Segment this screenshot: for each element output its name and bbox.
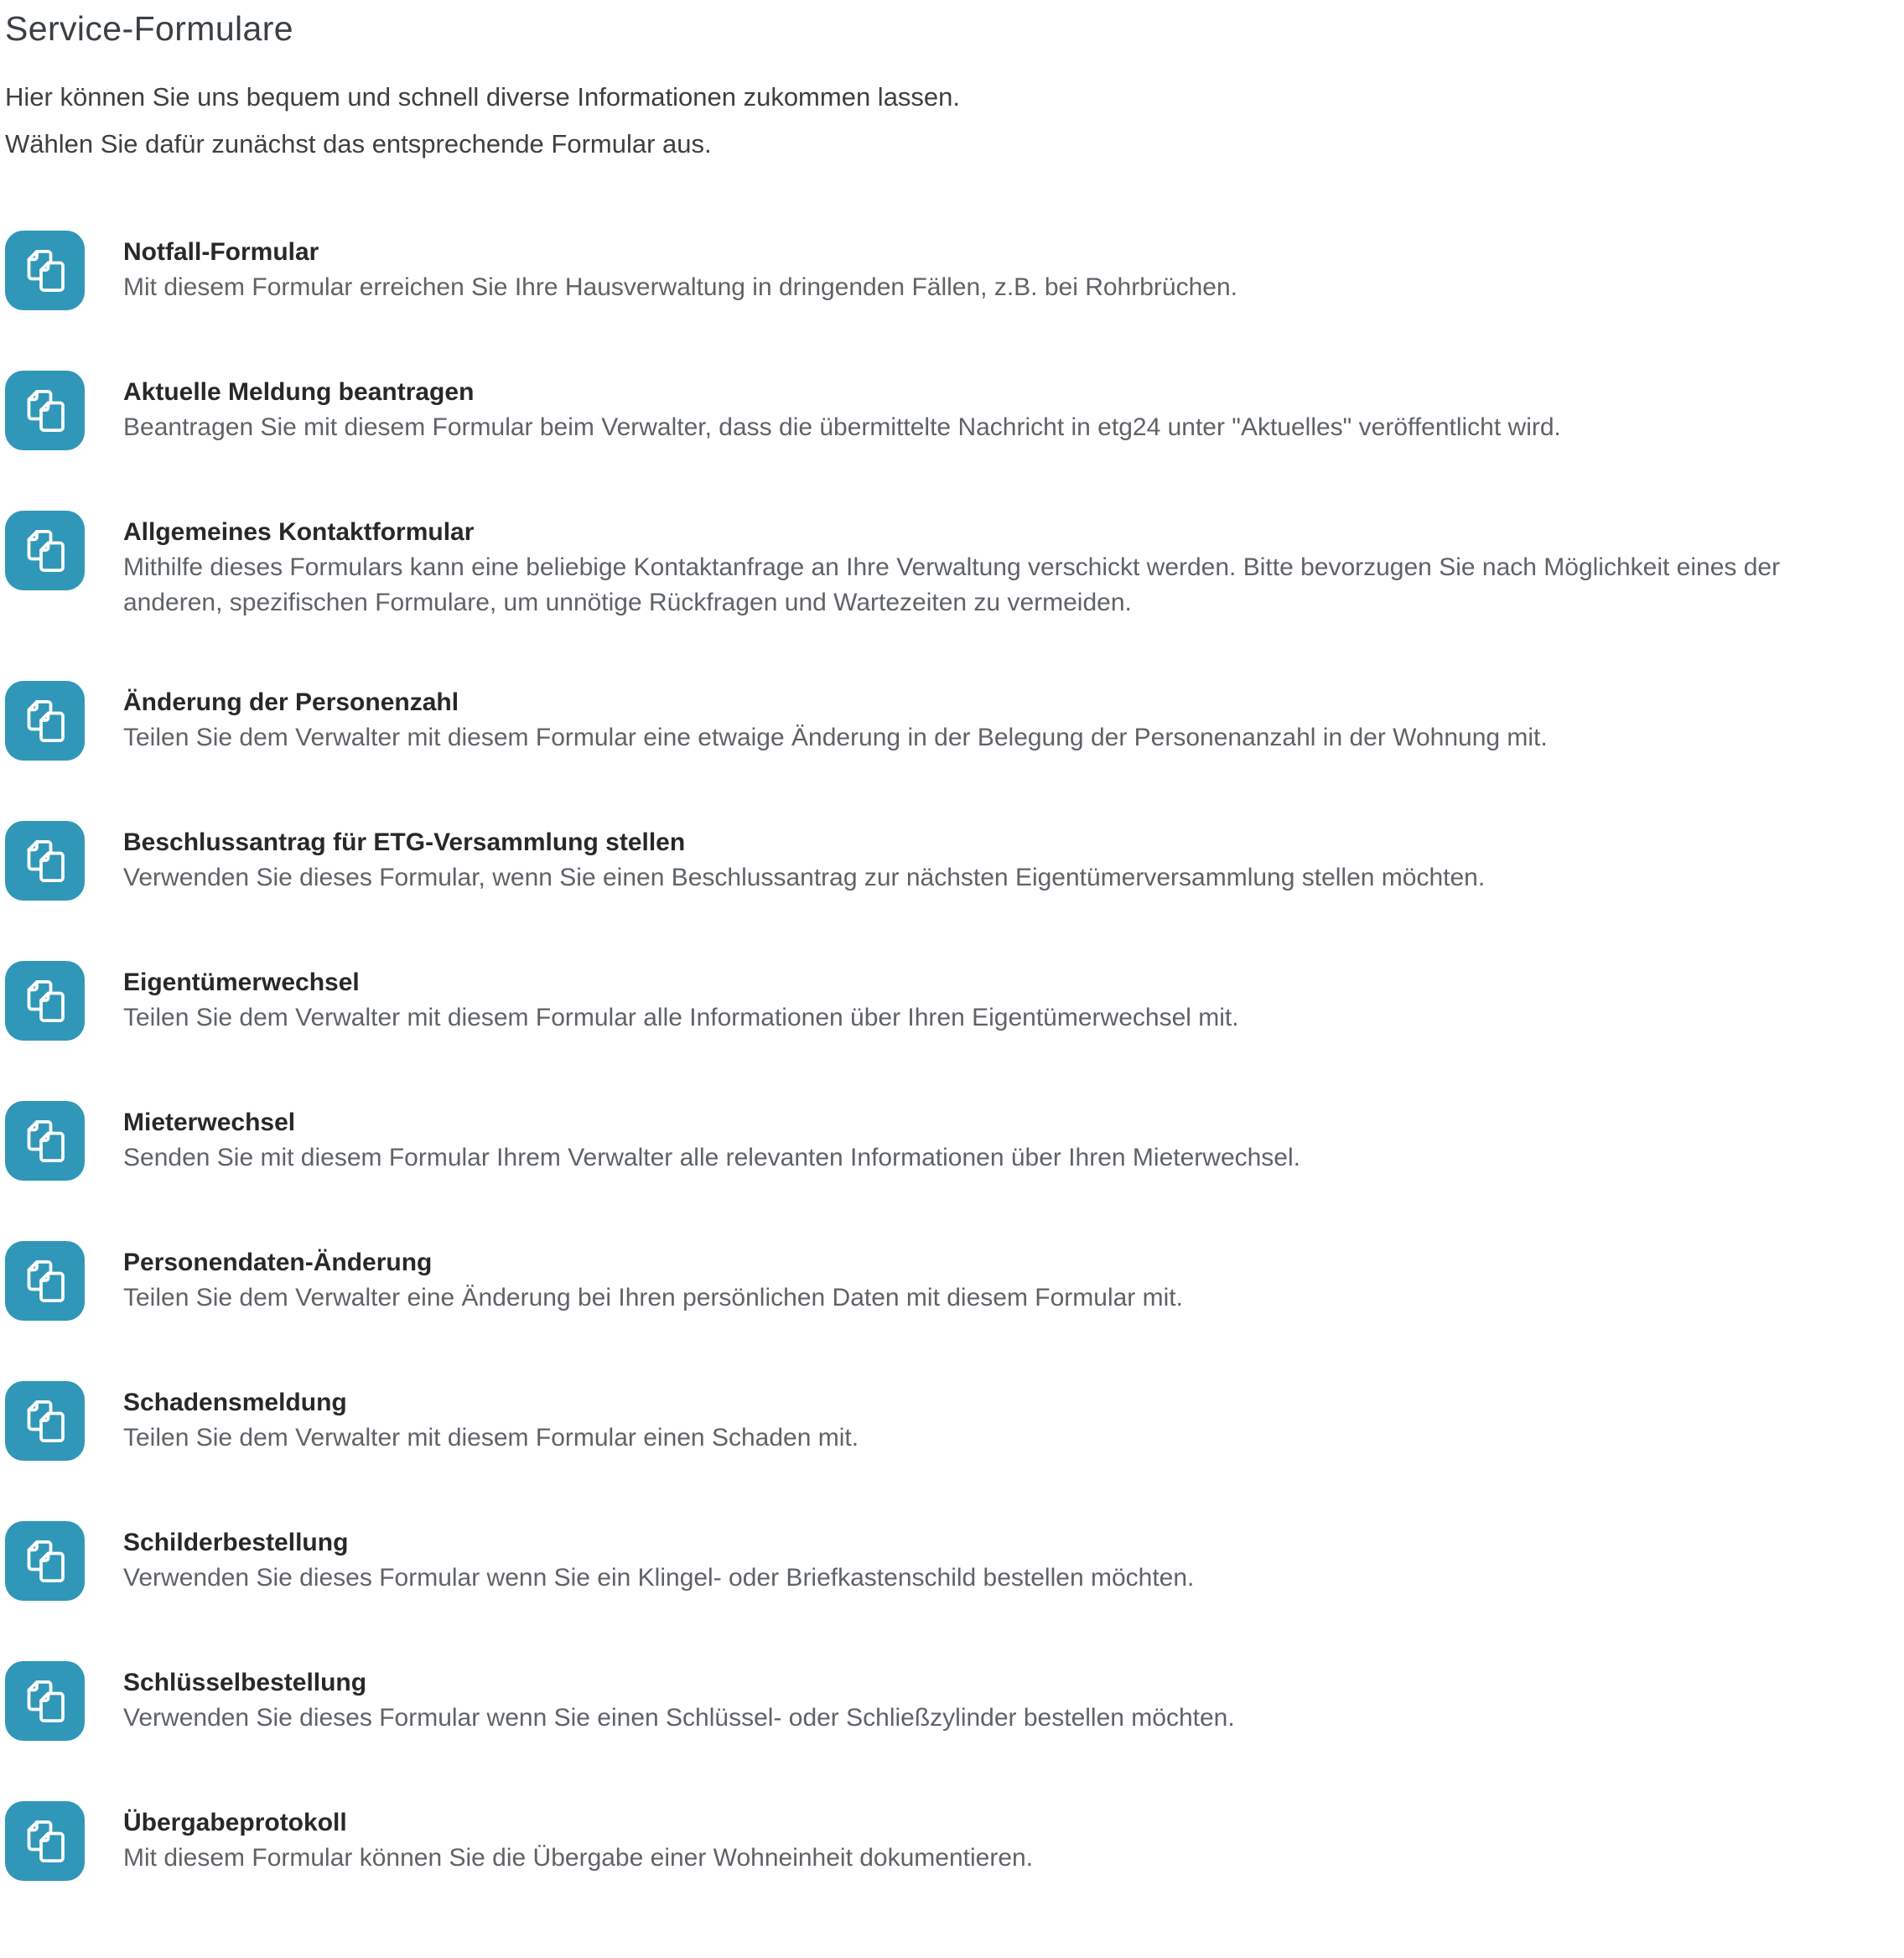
form-item-title: Änderung der Personenzahl — [123, 688, 459, 716]
form-item-text — [123, 511, 1867, 621]
form-item-text — [123, 1101, 1300, 1176]
form-item-description: Verwenden Sie dieses Formular wenn Sie einen Schlüssel- oder Schließzylinder bestellen möchten. — [123, 1704, 1235, 1732]
form-list-item[interactable] — [5, 1101, 1882, 1181]
copy-document-icon — [5, 1241, 85, 1321]
form-item-text — [123, 1801, 1033, 1876]
form-list-item[interactable] — [5, 511, 1882, 621]
copy-document-icon — [5, 961, 85, 1041]
form-item-title: Übergabeprotokoll — [123, 1809, 347, 1836]
form-item-description: Beantragen Sie mit diesem Formular beim Verwalter, dass die übermittelte Nachricht in etg24 unter "Aktuelles" veröffentlicht wird. — [123, 413, 1561, 441]
form-list — [5, 231, 1882, 1881]
copy-document-icon — [5, 1521, 85, 1601]
form-item-title: Schadensmeldung — [123, 1389, 347, 1416]
form-item-title: Personendaten-Änderung — [123, 1249, 433, 1276]
copy-document-icon — [5, 681, 85, 761]
form-item-text — [123, 1381, 859, 1456]
form-item-text — [123, 1241, 1183, 1316]
form-item-title: Beschlussantrag für ETG-Versammlung stellen — [123, 828, 686, 856]
copy-document-icon — [5, 511, 85, 590]
copy-document-icon — [5, 1801, 85, 1881]
form-list-item[interactable] — [5, 961, 1882, 1041]
form-item-description: Teilen Sie dem Verwalter eine Änderung bei Ihren persönlichen Daten mit diesem Formular mit. — [123, 1284, 1183, 1311]
form-item-title: Schlüsselbestellung — [123, 1669, 367, 1696]
intro-line-2: Wählen Sie dafür zunächst das entsprechende Formular aus. — [5, 129, 712, 158]
form-item-text — [123, 371, 1561, 445]
form-item-title: Aktuelle Meldung beantragen — [123, 378, 475, 406]
form-item-text — [123, 681, 1548, 756]
form-item-description: Teilen Sie dem Verwalter mit diesem Formular einen Schaden mit. — [123, 1424, 859, 1452]
form-item-text — [123, 231, 1237, 305]
intro-text — [5, 80, 1882, 162]
form-item-text — [123, 821, 1485, 896]
form-item-title: Notfall-Formular — [123, 238, 319, 266]
form-item-description: Verwenden Sie dieses Formular wenn Sie ein Klingel- oder Briefkastenschild bestellen möchten. — [123, 1564, 1195, 1592]
form-item-title: Schilderbestellung — [123, 1529, 349, 1556]
form-item-title: Mieterwechsel — [123, 1109, 296, 1136]
copy-document-icon — [5, 231, 85, 310]
form-list-item[interactable] — [5, 1801, 1882, 1881]
intro-line-1: Hier können Sie uns bequem und schnell diverse Informationen zukommen lassen. — [5, 82, 961, 112]
form-list-item[interactable] — [5, 371, 1882, 450]
form-item-description: Mit diesem Formular können Sie die Übergabe einer Wohneinheit dokumentieren. — [123, 1844, 1034, 1872]
form-item-text — [123, 1521, 1194, 1596]
form-list-item[interactable] — [5, 1241, 1882, 1321]
form-list-item[interactable] — [5, 1661, 1882, 1741]
form-list-item[interactable] — [5, 1521, 1882, 1601]
form-item-title: Eigentümerwechsel — [123, 969, 360, 996]
form-item-text — [123, 1661, 1235, 1736]
form-item-title: Allgemeines Kontaktformular — [123, 518, 475, 546]
form-list-item[interactable] — [5, 1381, 1882, 1461]
form-list-item[interactable] — [5, 231, 1882, 310]
form-list-item[interactable] — [5, 821, 1882, 901]
form-item-description: Teilen Sie dem Verwalter mit diesem Formular eine etwaige Änderung in der Belegung der Personenanzahl in der Wohnung mit. — [123, 724, 1548, 751]
form-item-description: Senden Sie mit diesem Formular Ihrem Verwalter alle relevanten Informationen über Ihren Mieterwechsel. — [123, 1144, 1300, 1171]
form-list-item[interactable] — [5, 681, 1882, 761]
page-title: Service-Formulare — [5, 9, 293, 48]
copy-document-icon — [5, 1661, 85, 1741]
copy-document-icon — [5, 371, 85, 450]
form-item-description: Mit diesem Formular erreichen Sie Ihre Hausverwaltung in dringenden Fällen, z.B. bei Rohrbrüchen. — [123, 273, 1237, 301]
form-item-description: Mithilfe dieses Formulars kann eine beliebige Kontaktanfrage an Ihre Verwaltung verschickt werden. Bitte bevorzugen Sie nach Möglichkeit eines der anderen, spezifischen Formulare, um unnötige Rückfragen und Wartezeiten zu vermeiden. — [123, 553, 1781, 616]
form-item-description: Verwenden Sie dieses Formular, wenn Sie einen Beschlussantrag zur nächsten Eigentümerversammlung stellen möchten. — [123, 864, 1486, 891]
form-item-description: Teilen Sie dem Verwalter mit diesem Formular alle Informationen über Ihren Eigentümerwechsel mit. — [123, 1004, 1239, 1031]
copy-document-icon — [5, 821, 85, 901]
form-item-text — [123, 961, 1239, 1036]
copy-document-icon — [5, 1381, 85, 1461]
copy-document-icon — [5, 1101, 85, 1181]
